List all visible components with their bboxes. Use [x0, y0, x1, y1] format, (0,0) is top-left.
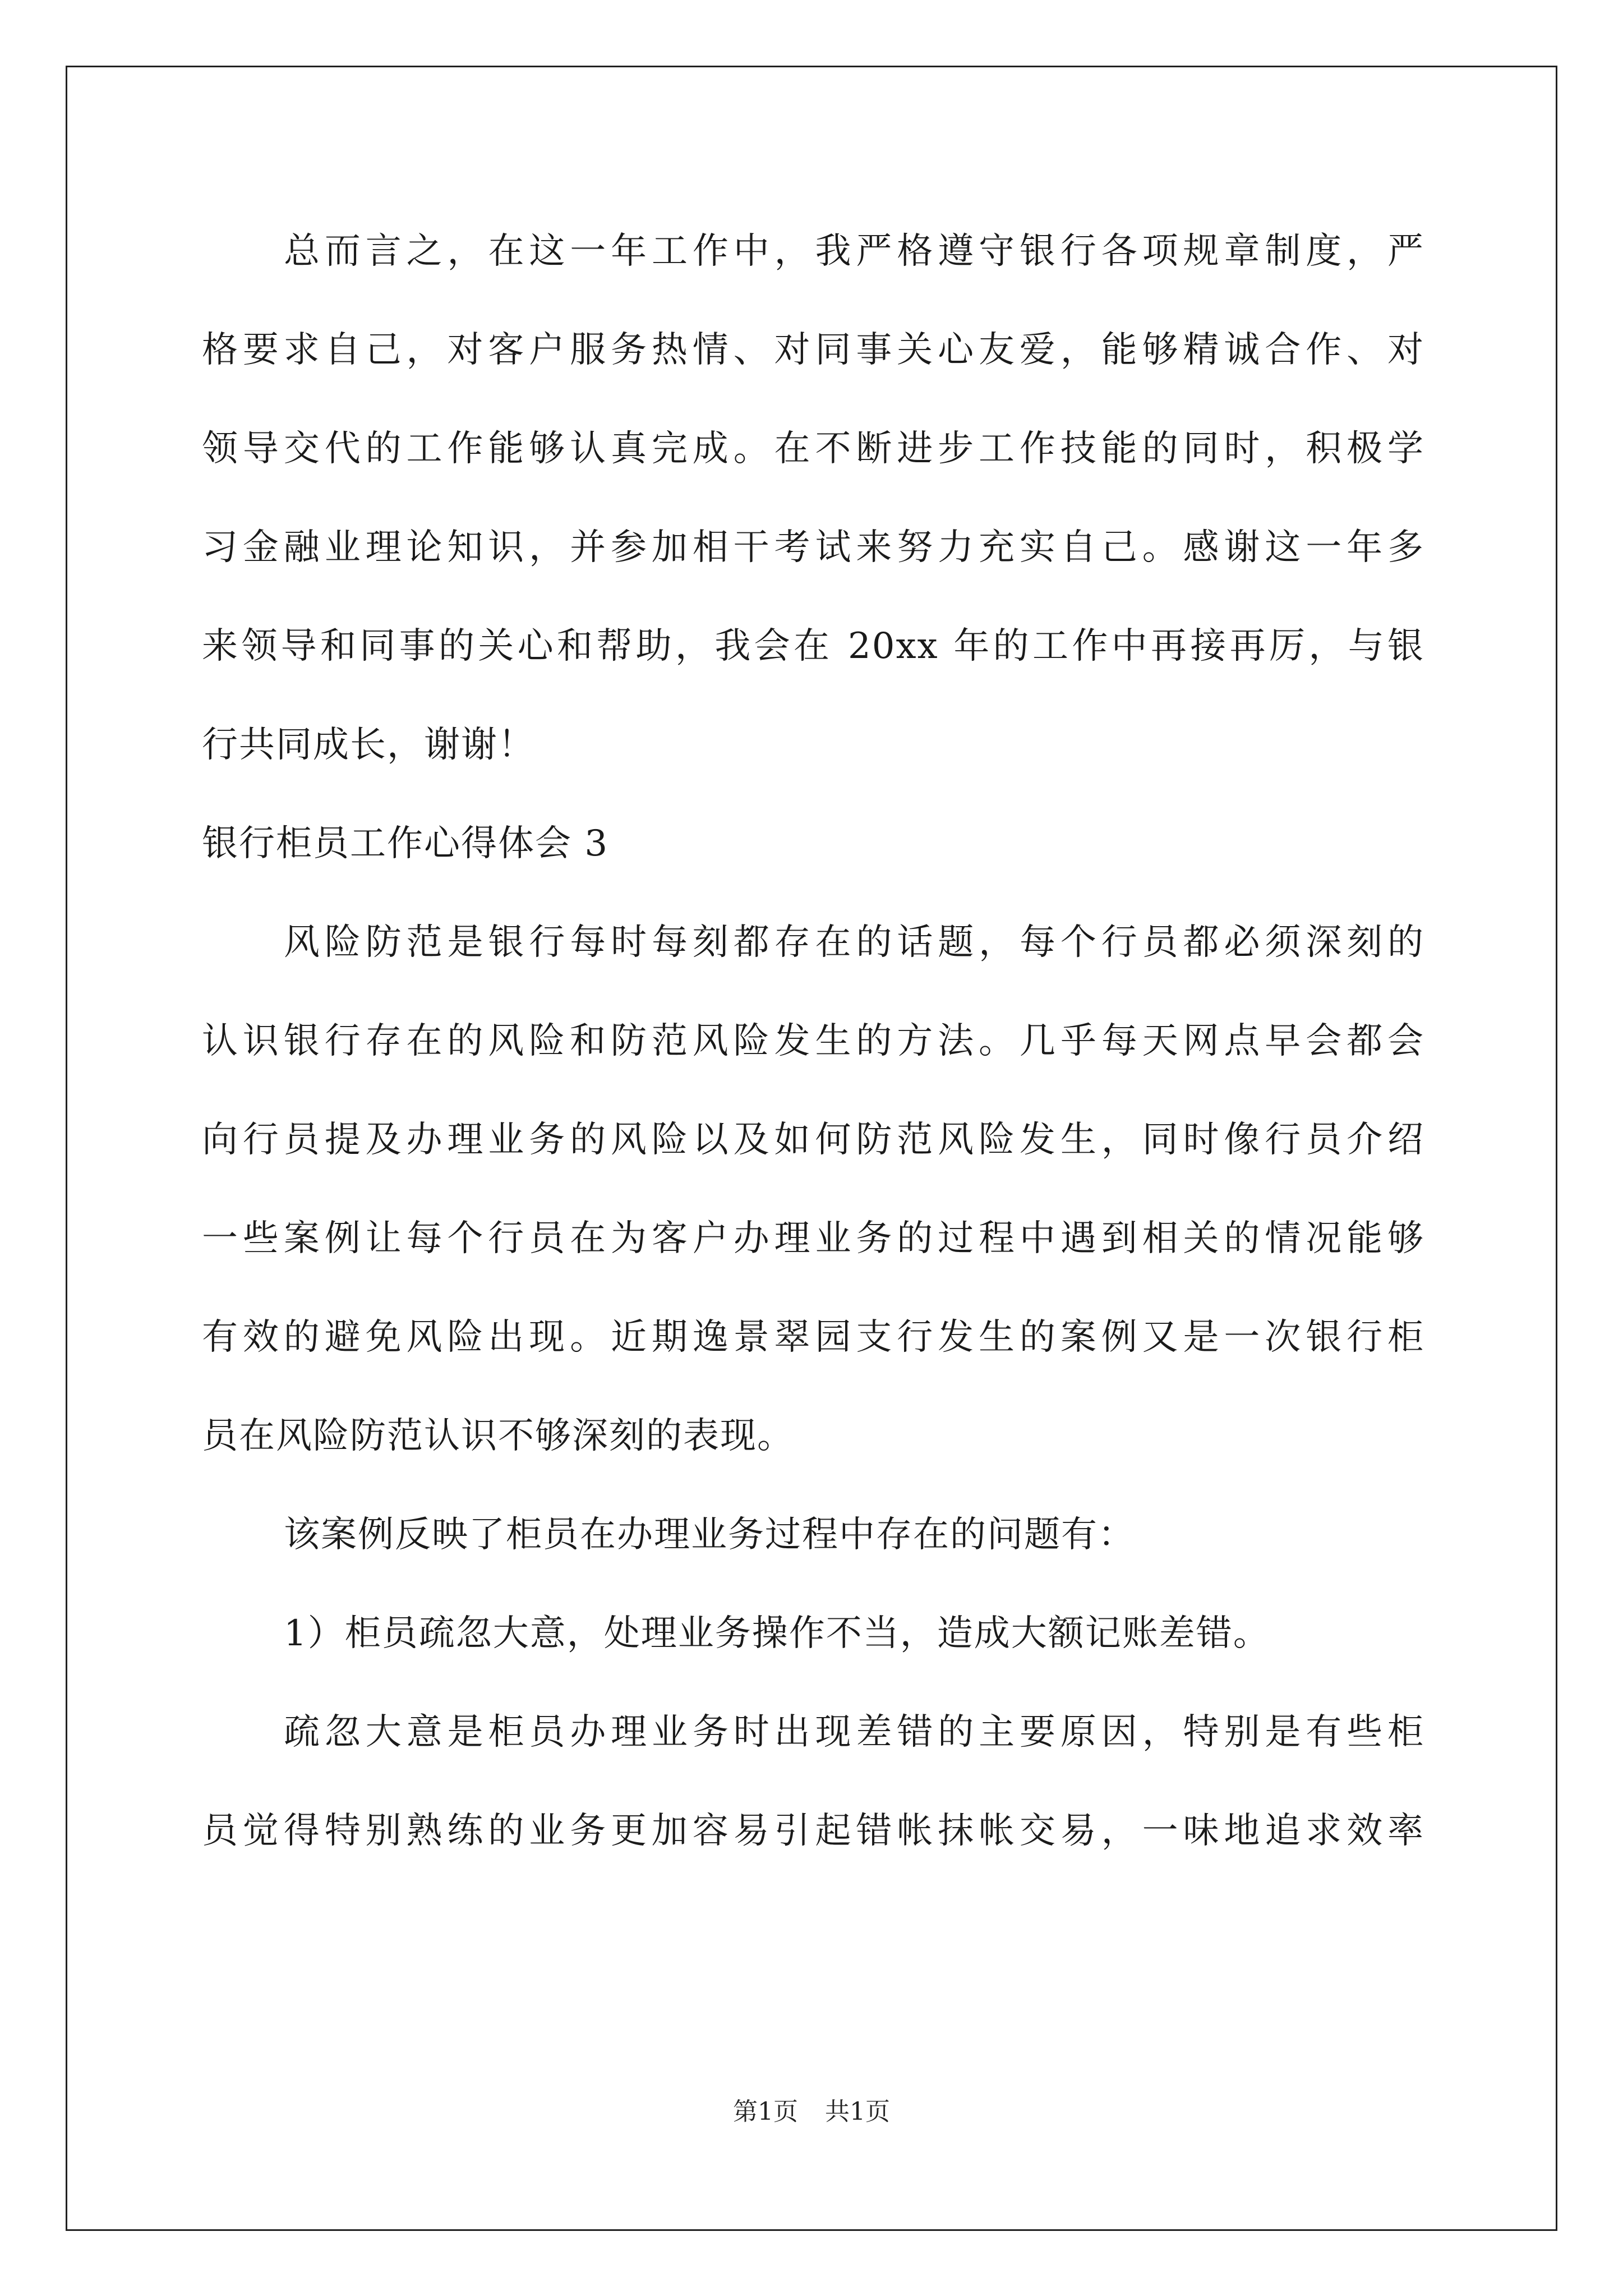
paragraph-line: 领导交代的工作能够认真完成。在不断进步工作技能的同时，积极学: [202, 428, 1424, 470]
list-item: 1）柜员疏忽大意，处理业务操作不当，造成大额记账差错。: [284, 1613, 1270, 1654]
page-total: 共1页: [825, 2097, 890, 2126]
page-footer: [0, 2095, 1623, 2129]
paragraph-line: 总而言之，在这一年工作中，我严格遵守银行各项规章制度，严: [284, 231, 1424, 272]
paragraph-line: 格要求自己，对客户服务热情、对同事关心友爱，能够精诚合作、对: [202, 329, 1424, 371]
paragraph-line: 一些案例让每个行员在为客户办理业务的过程中遇到相关的情况能够: [202, 1218, 1424, 1259]
paragraph-line: 来领导和同事的关心和帮助，我会在 20xx 年的工作中再接再厉，与银: [202, 625, 1424, 667]
page-number: 第1页: [733, 2097, 798, 2126]
paragraph-line: 有效的避免风险出现。近期逸景翠园支行发生的案例又是一次银行柜: [202, 1317, 1424, 1358]
document-body: [202, 202, 1424, 1880]
paragraph-line: 向行员提及办理业务的风险以及如何防范风险发生，同时像行员介绍: [202, 1119, 1424, 1161]
paragraph-line: 认识银行存在的风险和防范风险发生的方法。几乎每天网点早会都会: [202, 1020, 1424, 1062]
paragraph-line: 员觉得特别熟练的业务更加容易引起错帐抹帐交易，一味地追求效率: [202, 1810, 1424, 1852]
section-heading: 银行柜员工作心得体会 3: [202, 823, 609, 864]
paragraph-line: 风险防范是银行每时每刻都存在的话题，每个行员都必须深刻的: [284, 922, 1424, 963]
paragraph-line: 疏忽大意是柜员办理业务时出现差错的主要原因，特别是有些柜: [284, 1711, 1424, 1753]
paragraph-line: 习金融业理论知识，并参加相干考试来努力充实自己。感谢这一年多: [202, 527, 1424, 568]
paragraph-line: 行共同成长，谢谢！: [202, 724, 535, 766]
paragraph-line: 员在风险防范认识不够深刻的表现。: [202, 1415, 794, 1457]
paragraph-line: 该案例反映了柜员在办理业务过程中存在的问题有：: [284, 1514, 1135, 1556]
